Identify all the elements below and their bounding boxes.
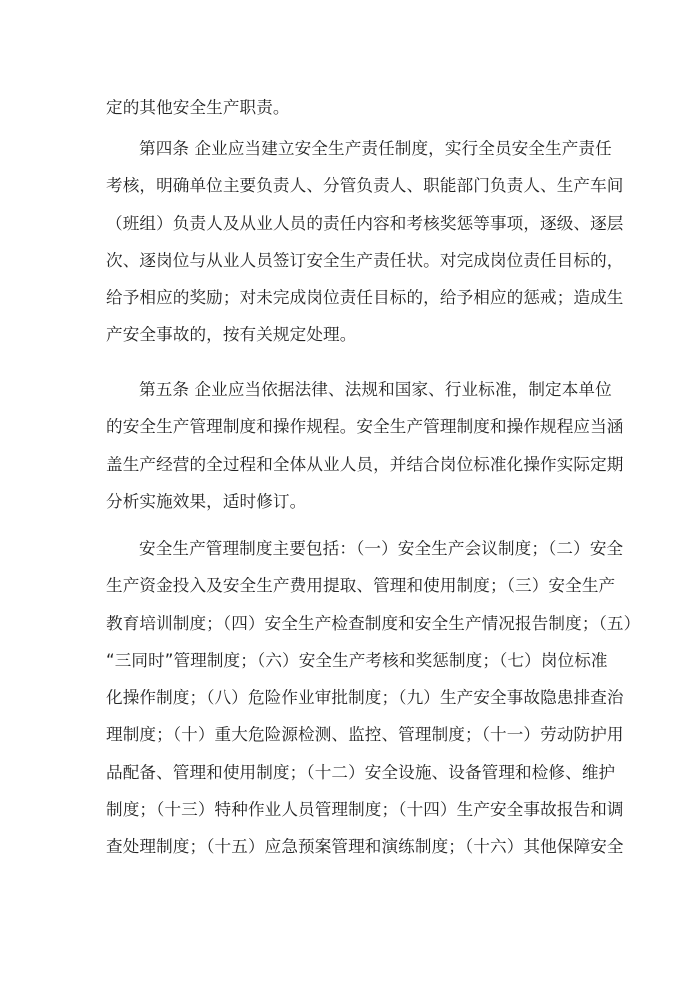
paragraph-continuation (106, 89, 598, 126)
text-line: 次、逐岗位与从业人员签订安全生产责任状。对完成岗位责任目标的， (106, 250, 624, 270)
text-line: 化操作制度；（八）危险作业审批制度；（九）生产安全事故隐患排查治 (106, 688, 624, 708)
text-line: “三同时”管理制度；（六）安全生产考核和奖惩制度；（七）岗位标准 (106, 650, 608, 670)
text-line: 盖生产经营的全过程和全体从业人员，并结合岗位标准化操作实际定期 (106, 454, 624, 474)
text-line: 教育培训制度；（四）安全生产检查制度和安全生产情况报告制度；（五） (106, 613, 641, 633)
text-line: 理制度；（十）重大危险源检测、监控、管理制度；（十一）劳动防护用 (106, 725, 624, 745)
text-line: 给予相应的奖励；对未完成岗位责任目标的，给予相应的惩戒；造成生 (106, 288, 624, 308)
text-line: 定的其他安全生产职责。 (106, 98, 290, 117)
text-line: 第五条 企业应当依据法律、法规和国家、行业标准，制定本单位 (139, 380, 612, 399)
text-line: 生产资金投入及安全生产费用提取、管理和使用制度；（三）安全生产 (106, 576, 616, 596)
text-line: 制度；（十三）特种作业人员管理制度；（十四）生产安全事故报告和调 (106, 800, 624, 820)
text-line: 分析实施效果，适时修订。 (106, 491, 307, 511)
paragraph-safety-systems (106, 530, 641, 866)
text-line: 产安全事故的，按有关规定处理。 (106, 325, 357, 345)
text-line: 安全生产管理制度主要包括：（一）安全生产会议制度；（二）安全 (139, 539, 624, 558)
text-line: 的安全生产管理制度和操作规程。安全生产管理制度和操作规程应当涵 (106, 417, 624, 437)
paragraph-article-5 (106, 371, 624, 520)
text-line: 品配备、管理和使用制度；（十二）安全设施、设备管理和检修、维护 (106, 762, 616, 782)
text-line: 查处理制度；（十五）应急预案管理和演练制度；（十六）其他保障安全 (106, 837, 624, 857)
text-line: 第四条 企业应当建立安全生产责任制度，实行全员安全生产责任 (139, 139, 612, 158)
text-line: （班组）负责人及从业人员的责任内容和考核奖惩等事项，逐级、逐层 (106, 213, 624, 233)
paragraph-article-4 (106, 130, 624, 354)
text-line: 考核，明确单位主要负责人、分管负责人、职能部门负责人、生产车间 (106, 176, 624, 196)
